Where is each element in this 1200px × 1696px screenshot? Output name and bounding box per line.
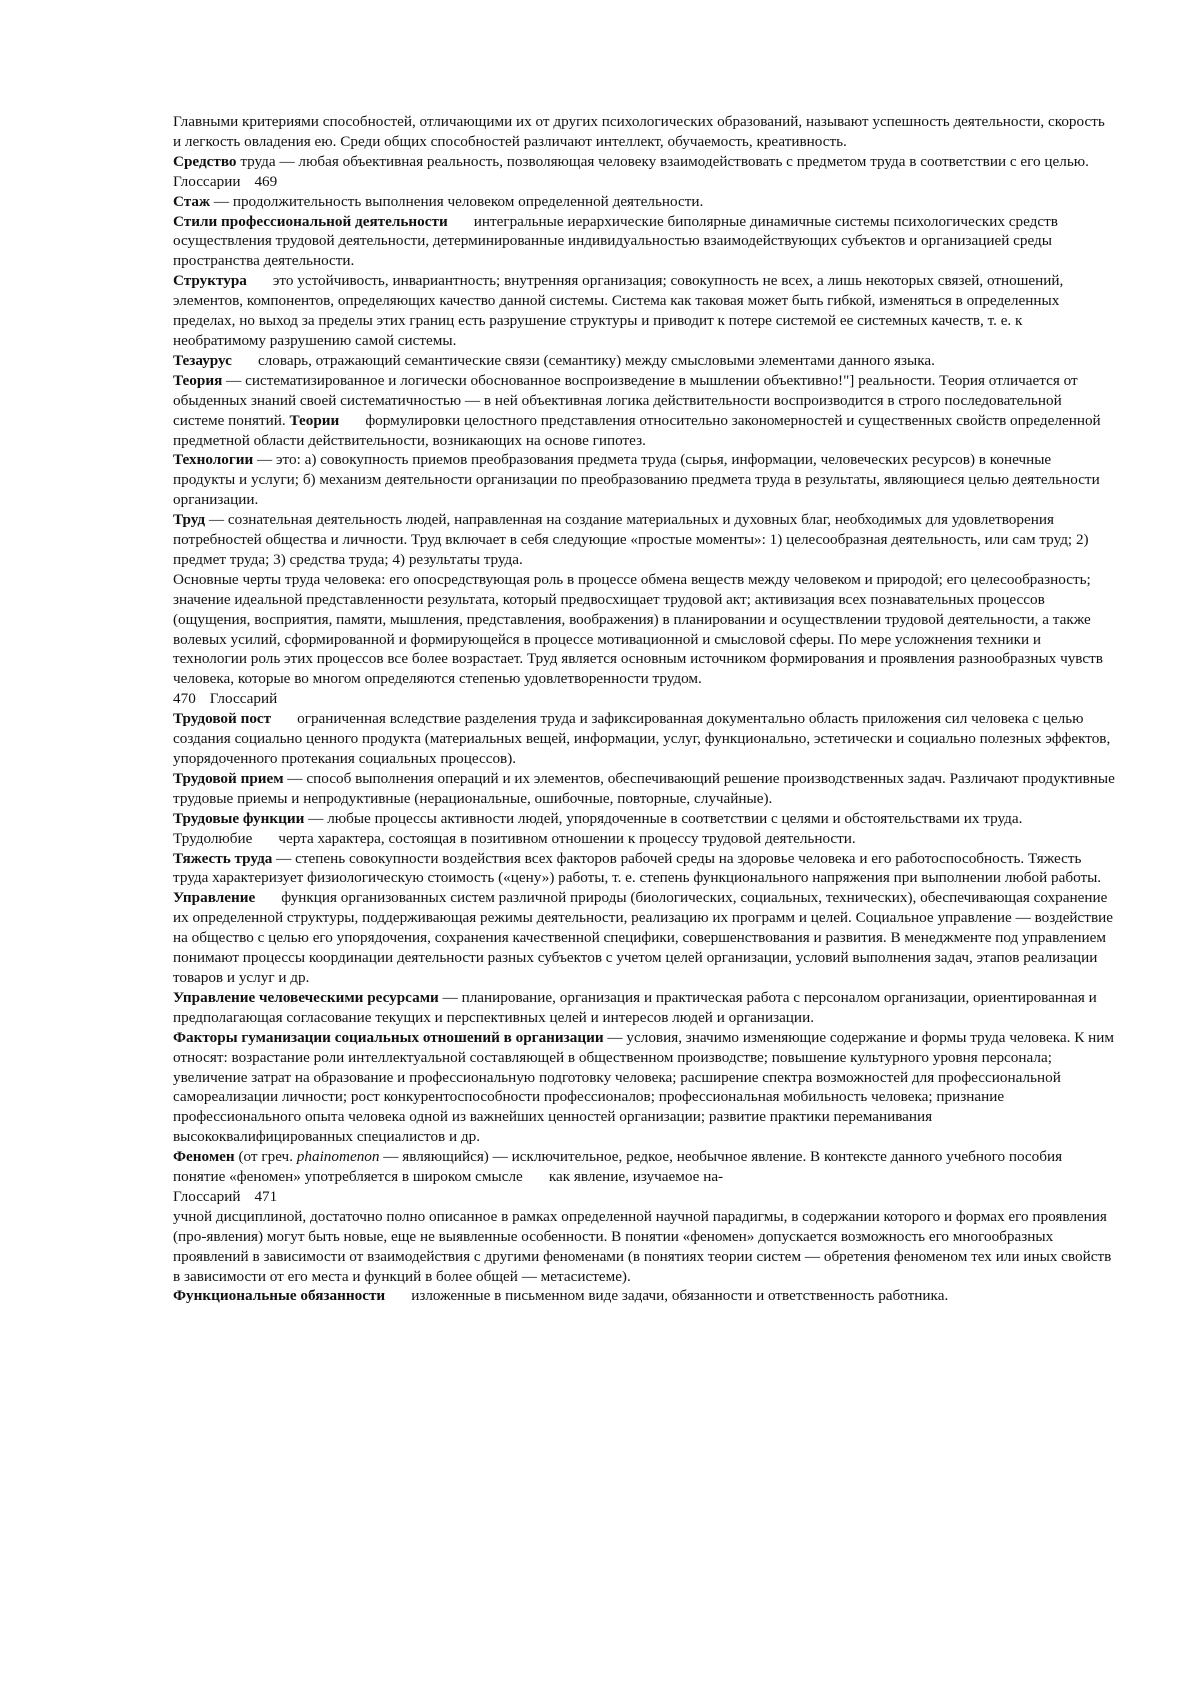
term-struktura: Структура [173, 272, 247, 290]
running-header-471 [173, 1187, 1115, 1207]
term-teoriya: Теория [173, 371, 223, 389]
definition-tezaurus: словарь, отражающий семантические связи (семантику) между смысловыми элементами данного языка. [257, 351, 935, 369]
page-number: 469 [254, 172, 278, 190]
paragraph-fenomen-continued [173, 1207, 1115, 1287]
entry-trudolyubie [173, 829, 1115, 849]
term-upravlenie: Управление [173, 889, 256, 907]
running-header-470 [173, 689, 1115, 709]
definition-fenomen-part3: как явление, изучаемое на- [548, 1168, 724, 1186]
term-tekhnologii: Технологии [173, 451, 254, 469]
entry-faktory-gumanizatsii [173, 1028, 1115, 1147]
paragraph-trud-features [173, 570, 1115, 689]
definition-funktsionalnye-obyazannosti: изложенные в письменном виде задачи, обязанности и ответственность работника. [411, 1287, 949, 1305]
term-teorii: Теории [289, 411, 340, 429]
definition-fenomen-part1: (от греч. [234, 1148, 297, 1166]
term-trudovoy-post: Трудовой пост [173, 710, 272, 728]
entry-tekhnologii [173, 450, 1115, 510]
page-number: 471 [254, 1187, 278, 1205]
definition-upravlenie: функция организованных систем различной природы (биологических, социальных, технических), обеспечивающая сохранение их определенной структуры, поддерживающая режимы деятельности, реализацию их программ и целей. Социальное управление — воздействие на общество с целью его упорядочения, сохранения качественной специфики, совершенствования и развития. В менеджменте под управлением понимают процессы координации деятельности разных субъектов с учетом целей организации, условий выполнения задач, этапов реализации товаров и услуг и др. [173, 889, 1113, 986]
term-funktsionalnye-obyazannosti: Функциональные обязанности [173, 1287, 386, 1305]
term-tezaurus: Тезаурус [173, 351, 232, 369]
entry-upravlenie-resursami [173, 988, 1115, 1028]
entry-teoriya [173, 371, 1115, 451]
definition-stili: интегральные иерархические биполярные динамичные системы психологических средств осуществления трудовой деятельности, детерминированные индивидуальностью взаимодействующих субъектов и организацией среды пространства деятельности. [173, 212, 1058, 270]
definition-stazh: — продолжительность выполнения человеком определенной деятельности. [210, 192, 704, 210]
paragraph-text: учной дисциплиной, достаточно полно описанное в рамках определенной научной парадигмы, в содержании которого и формах его проявления (про-явления) могут быть новые, еще не выявленные особенности. В понятии «феномен» допускается возможность его многообразных проявлений в зависимости от взаимодействия с другими феноменами (в понятиях теории систем — обретения феноменом тех или иных свойств в зависимости от его места и функций в более общей — метасистеме). [173, 1207, 1112, 1285]
definition-struktura: это устойчивость, инвариантность; внутренняя организация; совокупность не всех, а лишь некоторых связей, отношений, элементов, компонентов, определяющих качество данной системы. Система как таковая может быть гибкой, изменяться в определенных пределах, но выход за пределы этих границ есть разрушение структуры и приводит к потере системой ее системных качеств, т. е. к необратимому разрушению самой системы. [173, 272, 1064, 349]
term-stazh: Стаж [173, 192, 211, 210]
entry-funktsionalnye-obyazannosti [173, 1286, 1115, 1306]
entry-trudovye-funktsii [173, 809, 1115, 829]
term-trudovye-funktsii: Трудовые функции [173, 809, 305, 827]
term-faktory-gumanizatsii: Факторы гуманизации социальных отношений в организации [173, 1028, 604, 1046]
definition-teorii: формулировки целостного представления относительно закономерностей и существенных свойств определенной предметной области действительности, возникающих на основе гипотез. [173, 411, 1101, 449]
definition-teoriya: — систематизированное и логически обоснованное воспроизведение в мышлении объективно!"] реальности. Теория отличается от обыденных знаний своей систематичностью — в ней объективная логика действительности воспроизводится в строго последовательной системе понятий. [173, 371, 1078, 429]
running-header-469 [173, 172, 1115, 192]
glossary-page [173, 112, 1115, 1306]
greek-word: phainomenon [296, 1148, 380, 1166]
term-trudovoy-priem: Трудовой прием [173, 769, 284, 787]
definition-trudovye-funktsii: — любые процессы активности людей, упорядоченные в соответствии с целями и обстоятельствами их труда. [304, 809, 1023, 827]
entry-tezaurus [173, 351, 1115, 371]
term-stili: Стили профессиональной деятельности [173, 212, 448, 230]
entry-fenomen [173, 1147, 1115, 1187]
term-trudolyubie: Трудолюбие [173, 829, 253, 847]
running-header-label: Глоссарий [209, 690, 278, 708]
paragraph-text: Главными критериями способностей, отличающими их от других психологических образований, называют успешность деятельности, скорость и легкость овладения ею. Среди общих способностей различают интеллект, обучаемость, креативность. [173, 113, 1105, 150]
entry-stazh [173, 192, 1115, 212]
definition-fenomen-part2: — являющийся) — исключительное, редкое, необычное явление. В контексте данного учебного пособия понятие «феномен» употребляется в широком смысле [173, 1148, 1063, 1186]
entry-trudovoy-post [173, 709, 1115, 769]
running-header-label: Глоссарий [173, 1187, 241, 1205]
term-tyazhest-truda: Тяжесть труда [173, 849, 273, 867]
definition-trud: — сознательная деятельность людей, направленная на создание материальных и духовных благ, необходимых для удовлетворения потребностей общества и личности. Труд включает в себя следующие «простые моменты»: 1) целесообразная деятельность, или сам труд; 2) предмет труда; 3) средства труда; 4) результаты труда. [173, 511, 1089, 568]
paragraph-text: Основные черты труда человека: его опосредствующая роль в процессе обмена веществ между человеком и природой; его целесообразность; значение идеальной представленности результата, который предвосхищает трудовой акт; активизация всех познавательных процессов (ощущения, восприятия, памяти, мышления, представления, воображения) в планировании и осуществлении трудовой деятельности, а также волевых усилий, сформированной и формирующейся в процессе мотивационной и смысловой сферы. По мере усложнения техники и технологии роль этих процессов все более возрастает. Труд является основным источником формирования и проявления разнообразных чувств человека, которые во многом определяются степенью удовлетворенности трудом. [173, 570, 1103, 688]
definition-tyazhest-truda: — степень совокупности воздействия всех факторов рабочей среды на здоровье человека и его работоспособность. Тяжесть труда характеризует физиологическую стоимость («цену») работы, т. е. степень функционального напряжения при выполнении любой работы. [173, 849, 1102, 887]
page-number: 470 [173, 690, 196, 708]
entry-tyazhest-truda [173, 849, 1115, 889]
definition-trudolyubie: черта характера, состоящая в позитивном отношении к процессу трудовой деятельности. [278, 829, 856, 847]
definition-faktory-gumanizatsii: — условия, значимо изменяющие содержание и формы труда человека. К ним относят: возрастание роли интеллектуальной составляющей в общественном производстве; повышение культурного уровня персонала; увеличение затрат на образование и профессиональную подготовку человека; расширение спектра возможностей для профессиональной самореализации личности; рост конкурентоспособности профессионалов; профессиональная мобильность человека; признание профессионального опыта человека одной из важнейших ценностей организации; развитие практики переманивания высококвалифицированных специалистов и др. [173, 1028, 1114, 1146]
entry-struktura [173, 271, 1115, 351]
definition-trudovoy-post: ограниченная вследствие разделения труда и зафиксированная документально область приложения сил человека с целью создания социально ценного продукта (материальных вещей, информации, услуг, функционально, эстетически и социально полезных эффектов, упорядоченного протекания социальных процессов). [173, 710, 1111, 767]
term-fenomen: Феномен [173, 1148, 235, 1166]
entry-trudovoy-priem [173, 769, 1115, 809]
paragraph-abilities-criteria [173, 112, 1115, 152]
term-upravlenie-resursami: Управление человеческими ресурсами [173, 988, 439, 1006]
entry-sredstvo [173, 152, 1115, 172]
entry-upravlenie [173, 888, 1115, 988]
definition-sredstvo: труда — любая объективная реальность, позволяющая человеку взаимодействовать с предметом труда в соответствии с его целью. [236, 152, 1089, 170]
entry-trud [173, 510, 1115, 570]
entry-stili [173, 212, 1115, 272]
definition-tekhnologii: — это: а) совокупность приемов преобразования предмета труда (сырья, информации, человеческих ресурсов) в конечные продукты и услуги; б) механизм деятельности организации по преобразованию предмета труда в результаты, являющиеся целью деятельности организации. [173, 451, 1100, 509]
definition-upravlenie-resursami: — планирование, организация и практическая работа с персоналом организации, ориентированная и предполагающая согласование текущих и перспективных целей и интересов людей и организации. [173, 988, 1097, 1026]
running-header-label: Глоссарии [173, 172, 241, 190]
term-trud: Труд [173, 511, 206, 529]
term-sredstvo: Средство [173, 152, 237, 170]
definition-trudovoy-priem: — способ выполнения операций и их элементов, обеспечивающий решение производственных задач. Различают продуктивные трудовые приемы и непродуктивные (нерациональные, ошибочные, повторные, случайные). [173, 769, 1115, 807]
